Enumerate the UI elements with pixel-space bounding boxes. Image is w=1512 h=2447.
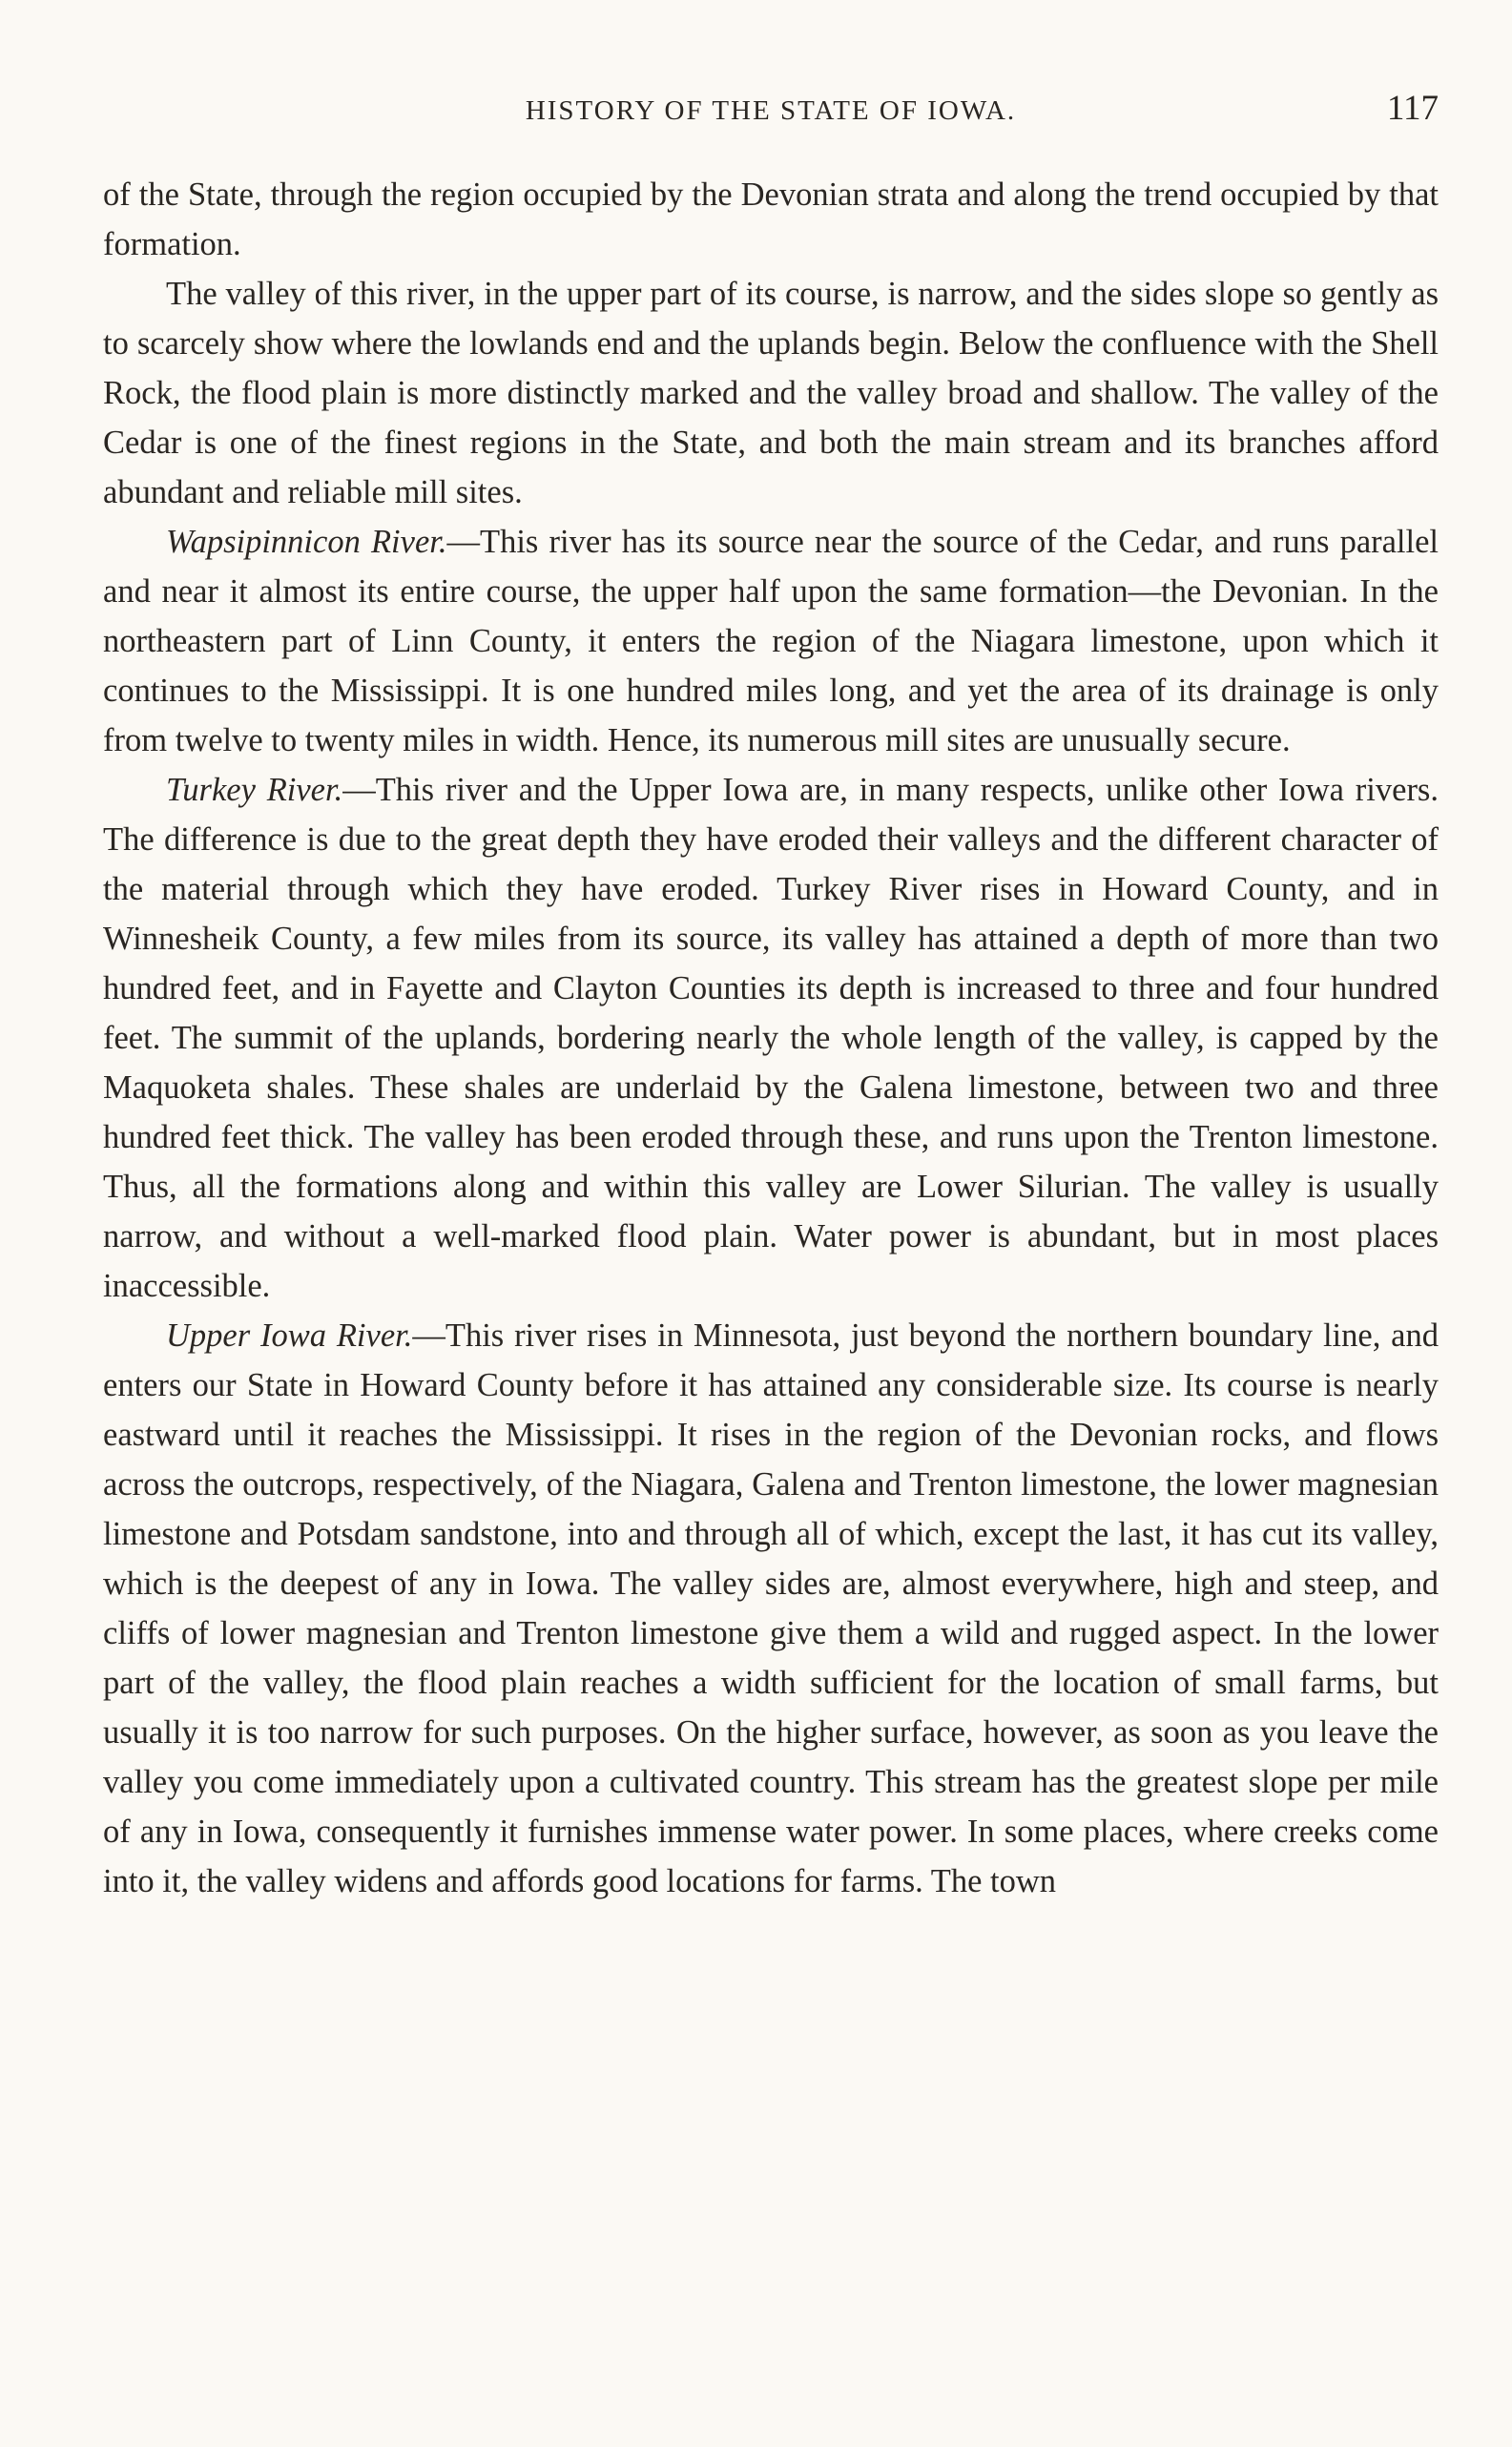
paragraph-wapsipinnicon-river	[103, 517, 1439, 765]
paragraph-text: —This river rises in Minnesota, just beyond the northern boundary line, and enters our State in Howard County before it has attained any considerable size. Its course is nearly eastward until it reaches the Mississippi. It rises in the region of the Devonian rocks, and flows across the outcrops, respectively, of the Niagara, Galena and Trenton limestone, the lower magnesian limestone and Potsdam sandstone, into and through all of which, except the last, it has cut its valley, which is the deepest of any in Iowa. The valley sides are, almost everywhere, high and steep, and cliffs of lower magnesian and Trenton limestone give them a wild and rugged aspect. In the lower part of the valley, the flood plain reaches a width sufficient for the location of small farms, but usually it is too narrow for such purposes. On the higher surface, however, as soon as you leave the valley you come immediately upon a cultivated country. This stream has the greatest slope per mile of any in Iowa, consequently it furnishes immense water power. In some places, where creeks come into it, the valley widens and affords good locations for farms. The town	[103, 1317, 1439, 1899]
page-number: 117	[1386, 89, 1439, 128]
body-text	[103, 170, 1439, 1906]
paragraph-text: —This river and the Upper Iowa are, in many respects, unlike other Iowa rivers. The difference is due to the great depth they have eroded their valleys and the different character of the material through which they have eroded. Turkey River rises in Howard County, and in Winnesheik County, a few miles from its source, its valley has attained a depth of more than two hundred feet, and in Fayette and Clayton Counties its depth is increased to three and four hundred feet. The summit of the uplands, bordering nearly the whole length of the valley, is capped by the Maquoketa shales. These shales are underlaid by the Galena limestone, between two and three hundred feet thick. The valley has been eroded through these, and runs upon the Trenton limestone. Thus, all the formations along and within this valley are Lower Silurian. The valley is usually narrow, and without a well-marked flood plain. Water power is abundant, but in most places inaccessible.	[103, 772, 1439, 1304]
page-header	[103, 88, 1439, 135]
paragraph-text: The valley of this river, in the upper part of its course, is narrow, and the sides slope so gently as to scarcely show where the lowlands end and the uplands begin. Below the confluence with the Shell Rock, the flood plain is more distinctly marked and the valley broad and shallow. The valley of the Cedar is one of the finest regions in the State, and both the main stream and its branches afford abundant and reliable mill sites.	[103, 276, 1439, 510]
paragraph-text: —This river has its source near the source of the Cedar, and runs parallel and near it almost its entire course, the upper half upon the same formation—the Devonian. In the northeastern part of Linn County, it enters the region of the Niagara limestone, upon which it continues to the Mississippi. It is one hundred miles long, and yet the area of its drainage is only from twelve to twenty miles in width. Hence, its numerous mill sites are unusually secure.	[103, 524, 1439, 758]
section-heading: Turkey River.	[166, 772, 343, 808]
paragraph-upper-iowa-river	[103, 1311, 1439, 1906]
paragraph-turkey-river	[103, 765, 1439, 1311]
section-heading: Upper Iowa River.	[166, 1317, 413, 1354]
paragraph-continuation	[103, 170, 1439, 269]
section-heading: Wapsipinnicon River.	[166, 524, 447, 560]
paragraph-text: of the State, through the region occupied by the Devonian strata and along the trend occupied by that formation.	[103, 176, 1439, 262]
running-head: HISTORY OF THE STATE OF IOWA.	[525, 95, 1017, 126]
paragraph-cedar-valley	[103, 269, 1439, 517]
